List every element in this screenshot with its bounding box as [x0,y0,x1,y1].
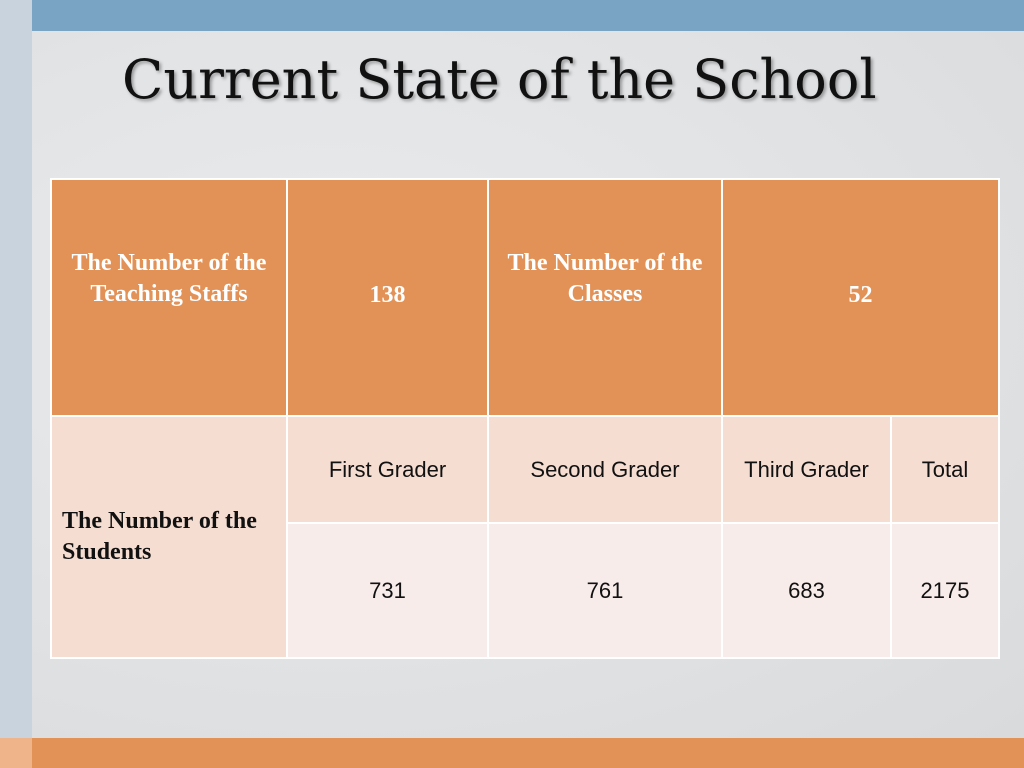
grade-cell-third: Third Grader [722,416,891,523]
grade-cell-total: Total [891,416,999,523]
teaching-staff-label: The Number of the Teaching Staffs [71,250,267,307]
count-cell-total: 2175 [891,523,999,658]
left-decor-strip [0,0,32,768]
students-label: The Number of the Students [62,508,257,565]
classes-value: 52 [848,282,873,308]
teaching-staff-value: 138 [369,282,406,308]
slide-title: Current State of the School [122,48,877,111]
classes-label: The Number of the Classes [507,250,703,307]
count-cell-third: 683 [722,523,891,658]
teaching-staff-label-cell [51,179,287,416]
school-stats-table [50,178,1000,659]
count-cell-first: 731 [287,523,488,658]
grade-cell-second: Second Grader [488,416,722,523]
top-accent-bar [32,0,1024,31]
grade-cell-first: First Grader [287,416,488,523]
classes-label-cell [488,179,722,416]
bottom-accent-bar [32,738,1024,768]
classes-value-cell [722,179,999,416]
students-label-cell [51,416,287,658]
left-decor-corner [0,738,32,768]
grades-row [51,416,999,523]
teaching-staff-value-cell [287,179,488,416]
count-cell-second: 761 [488,523,722,658]
table-header-row [51,179,999,416]
